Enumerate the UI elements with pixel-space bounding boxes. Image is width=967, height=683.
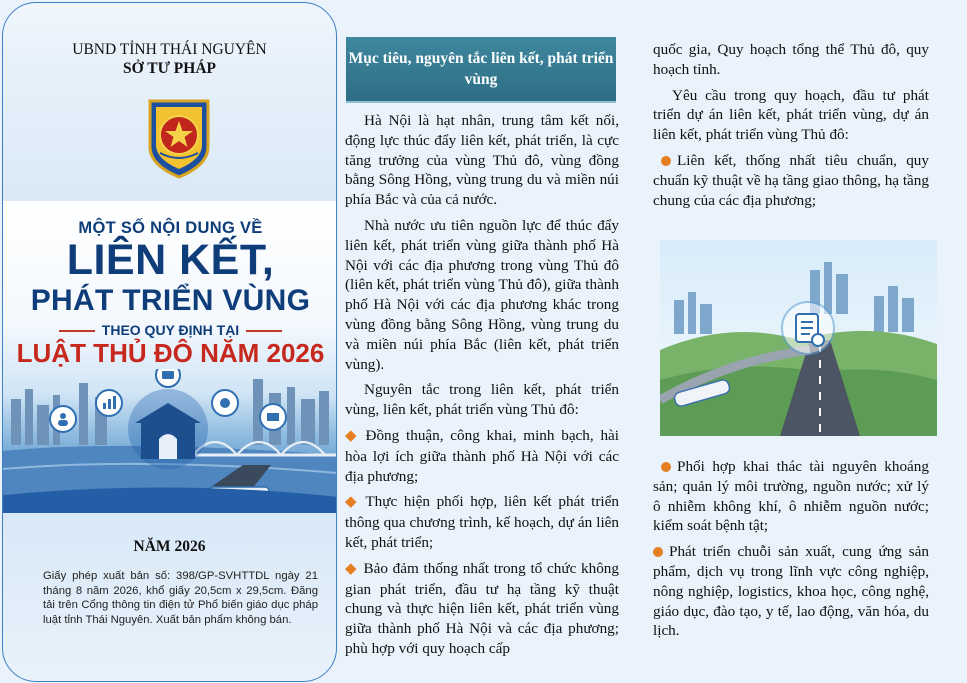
bullet-text: Liên kết, thống nhất tiêu chuẩn, quy chuẩn kỹ thuật về hạ tầng giao thông, hạ tầng chung của các địa phương; (653, 151, 929, 209)
cover-banner (3, 201, 337, 513)
banner-line1: MỘT SỐ NỘI DUNG VỀ (78, 219, 263, 237)
city-river-illustration (3, 369, 337, 513)
org-name-line1: UBND TỈNH THÁI NGUYÊN (72, 41, 267, 58)
paragraph-continuation: quốc gia, Quy hoạch tổng thể Thủ đô, quy hoạch tỉnh. (653, 41, 929, 78)
bullet-item (345, 559, 619, 659)
banner-line5: LUẬT THỦ ĐÔ NĂM 2026 (16, 338, 325, 368)
banner-line3: PHÁT TRIỂN VÙNG (30, 284, 311, 317)
publication-license: Giấy phép xuất bản số: 398/GP-SVHTTDL ngày 21 tháng 8 năm 2026, khổ giấy 20,5cm x 29,5cm. Đăng tải trên Cổng thông tin điện tử Phổ biến giáo dục pháp luật tỉnh Thái Nguyên. Xuất bản phẩm không bán. (43, 570, 318, 626)
right-column-bottom (653, 457, 929, 647)
bullet-text: Phối hợp khai thác tài nguyên khoáng sản; quản lý môi trường, nguồn nước; xử lý ô nhiễm không khí, ô nhiễm nguồn nước; kiểm soát bệnh tật; (653, 458, 929, 535)
publication-year: NĂM 2026 (133, 538, 206, 555)
bullet-item (653, 542, 929, 641)
bullet-text: Đồng thuận, công khai, minh bạch, hài hòa lợi ích giữa thành phố Hà Nội với các địa phương; (345, 426, 619, 485)
bullet-text: Thực hiện phối hợp, liên kết phát triển thông qua chương trình, kế hoạch, dự án liên kết, phát triển; (345, 493, 619, 551)
circle-bullet-icon (661, 462, 671, 472)
infrastructure-illustration (660, 240, 937, 436)
bullet-item (653, 151, 929, 210)
diamond-bullet-icon: ◆ (345, 560, 358, 577)
circle-bullet-icon (653, 547, 663, 557)
section-heading (346, 37, 616, 103)
paragraph: Yêu cầu trong quy hoạch, đầu tư phát triển dự án liên kết, phát triển vùng, dự án liên kết, phát triển vùng Thủ đô: (653, 86, 929, 144)
diamond-bullet-icon: ◆ (345, 427, 360, 444)
banner-line2: LIÊN KẾT, (66, 236, 275, 284)
bullet-text: Bảo đảm thống nhất trong tổ chức không gian phát triển, đầu tư hạ tầng kỹ thuật chung và thực hiện liên kết, phát triển vùng giữa thành phố Hà Nội và các địa phương; phù hợp với quy hoạch cấp (345, 559, 619, 657)
section-heading-text: Mục tiêu, nguyên tắc liên kết, phát triển vùng (348, 50, 614, 88)
right-column-top (653, 40, 929, 216)
paragraph: Nhà nước ưu tiên nguồn lực để thúc đẩy liên kết, phát triển vùng giữa thành phố Hà Nội với các địa phương trong vùng Thủ đô (liên kết, phát triển vùng Thủ đô), giữa thành phố Hà Nội với các địa phương khác trong vùng đồng bằng Sông Hồng, vùng trung du và miền núi phía Bắc (liên kết, phát triển vùng). (345, 216, 619, 373)
bullet-item (345, 492, 619, 552)
bullet-text: Phát triển chuỗi sản xuất, cung ứng sản phẩm, dịch vụ trong lĩnh vực công nghiệp, nông nghiệp, logistics, khoa học, công nghệ, giáo dục, đào tạo, y tế, lao động, văn hóa, du lịch. (653, 543, 929, 640)
cover-panel (2, 2, 337, 682)
paragraph: Nguyên tắc trong liên kết, phát triển vùng, liên kết, phát triển vùng Thủ đô: (345, 381, 619, 419)
paragraph: Hà Nội là hạt nhân, trung tâm kết nối, động lực thúc đẩy liên kết, phát triển, là cực tăng trưởng của vùng Thủ đô, vùng đồng bằng Sông Hồng, vùng trung du và miền núi phía Bắc và của cả nước. (345, 112, 619, 209)
judiciary-emblem-icon (146, 95, 212, 179)
org-name-line2: SỞ TƯ PHÁP (122, 60, 216, 77)
bullet-item (345, 426, 619, 486)
circle-bullet-icon (661, 156, 671, 166)
diamond-bullet-icon: ◆ (345, 494, 360, 511)
banner-line4: THEO QUY ĐỊNH TẠI (3, 322, 337, 338)
bullet-item (653, 457, 929, 536)
middle-column (345, 111, 619, 665)
